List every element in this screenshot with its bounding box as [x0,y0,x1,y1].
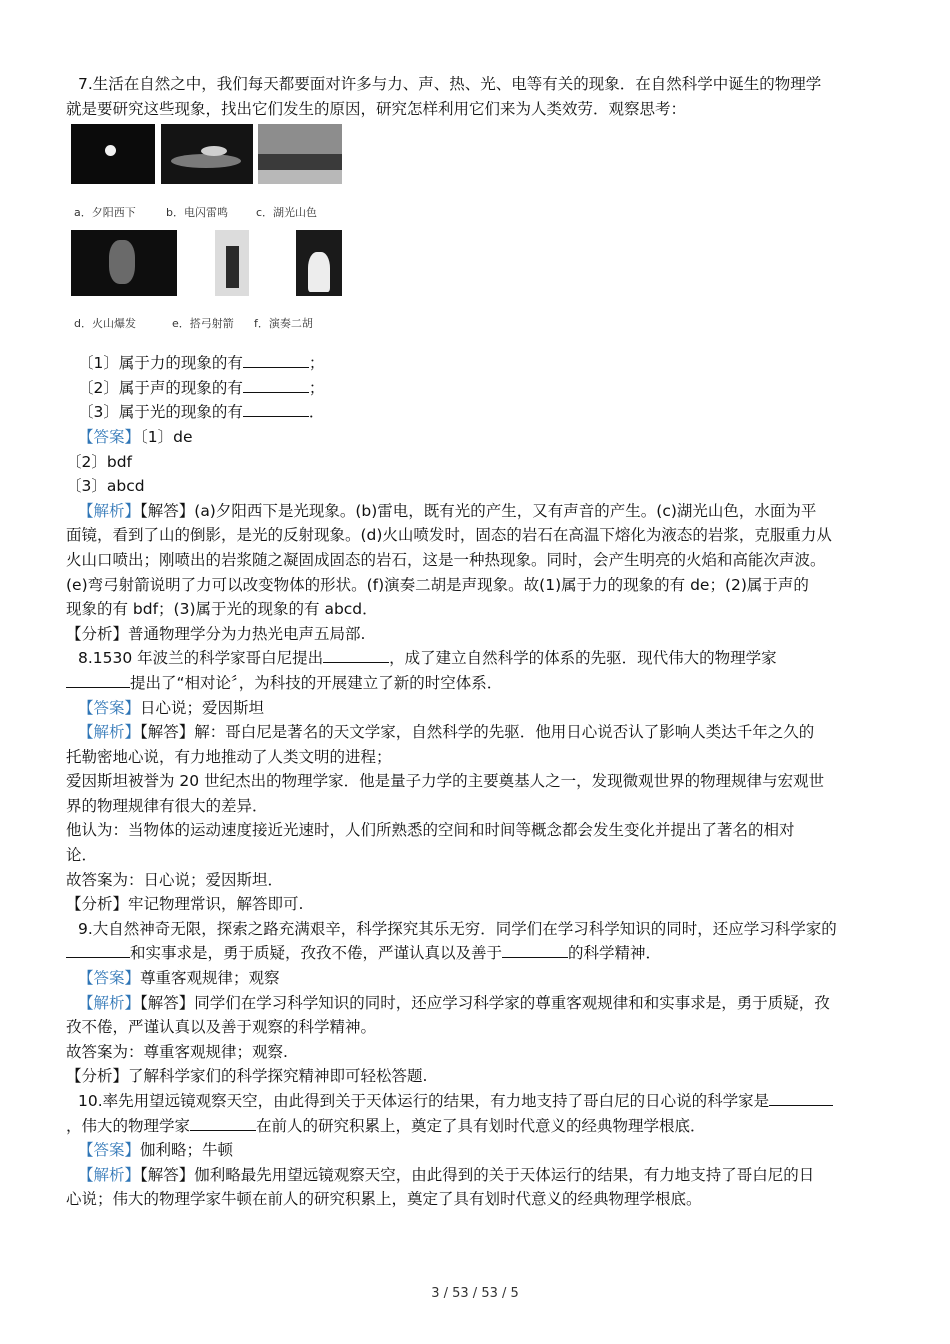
analysis-tag: 【解析】 [78,993,141,1012]
answer-tag: 【答案】 [78,698,141,717]
caption-d: d．火山爆发 [74,317,136,331]
q7-answer-3: 〔3〕abcd [66,477,145,496]
analysis-tag: 【解析】 [78,501,141,520]
answer-tag: 【答案】 [78,427,141,446]
q7-analysis-3: 火山口喷出；刚喷出的岩浆随之凝固成固态的岩石，这是一种热现象。同时，会产生明亮的火焰和高能次声波。 [66,550,826,569]
volcano-photo [71,230,177,296]
blank [502,942,568,958]
q7-photo-figure [68,124,348,346]
q8-analysis: 【解析】【解答】解：哥白尼是著名的天文学家，自然科学的先驱．他用日心说否认了影响人类达千年之久的 [78,723,815,742]
blank [243,401,309,417]
q7-analysis-2: 面镜，看到了山的倒影，是光的反射现象。(d)火山喷发时，固态的岩石在高温下熔化为液态的岩浆，克服重力从 [66,526,832,545]
caption-c: c．湖光山色 [256,206,318,220]
blank [66,942,130,958]
archery-photo [215,230,249,296]
q10-analysis: 【解析】【解答】伽利略最先用望远镜观察天空，由此得到的关于天体运行的结果，有力地支持了哥白尼的日 [78,1165,815,1184]
q9-analysis-3: 故答案为：尊重客观规律；观察. [66,1042,288,1061]
analysis-tag: 【解析】 [78,723,141,742]
q9-analysis: 【解析】【解答】同学们在学习科学知识的同时，还应学习科学家的尊重客观规律和和实事求是，勇于质疑，孜 [78,993,830,1012]
page-content [66,72,884,1212]
q7-analysis-4: (e)弯弓射箭说明了力可以改变物体的形状。(f)演奏二胡是声现象。故(1)属于力的现象的有 de；(2)属于声的 [66,575,809,594]
q7-answer: 【答案】〔1〕de [78,427,193,446]
blank [66,672,130,688]
q10-answer: 【答案】伽利略；牛顿 [78,1141,234,1160]
q7-stem-line1: 7.生活在自然之中，我们每天都要面对许多与力、声、热、光、电等有关的现象．在自然科学中诞生的物理学 [78,75,822,93]
erhu-photo [296,230,342,296]
q8-analysis-4: 界的物理规律有很大的差异． [66,796,268,815]
q8-stem-line1: 8.1530 年波兰的科学家哥白尼提出 ，成了建立自然科学的体系的先驱．现代伟大的物理学家 [78,649,777,668]
q7-answer-2: 〔2〕bdf [66,452,132,471]
blank [243,352,309,368]
q7-stem-line2: 就是要研究这些现象，找出它们发生的原因，研究怎样利用它们来为人类效劳．观察思考： [66,99,687,118]
q8-stem-line2: 提出了“相对论〞，为科技的开展建立了新的时空体系． [66,671,884,696]
lightning-photo [161,124,253,184]
q7-analysis-5: 现象的有 bdf；(3)属于光的现象的有 abcd． [66,600,378,619]
q10-stem-line1: 10.率先用望远镜观察天空，由此得到关于天体运行的结果，有力地支持了哥白尼的日心说的科学家是 [66,1089,884,1114]
q7-fenxi: 【分析】普通物理学分为力热光电声五局部. [66,624,366,643]
q7-sub3: 〔3〕属于光的现象的有 ． [78,403,325,422]
q10-analysis-2: 心说；伟大的物理学家牛顿在前人的研究积累上，奠定了具有划时代意义的经典物理学根底。 [66,1190,702,1209]
q8-fenxi: 【分析】牢记物理常识，解答即可. [66,895,304,914]
lake-photo [258,124,342,184]
q8-analysis-6: 论． [66,846,98,865]
page-number: 3 / 53 / 53 / 5 [431,1286,519,1301]
sunset-photo [71,124,155,184]
blank [323,647,389,663]
answer-tag: 【答案】 [78,1141,141,1160]
q8-analysis-7: 故答案为：日心说；爱因斯坦． [66,870,284,889]
blank [190,1115,256,1131]
q8-analysis-3: 爱因斯坦被誉为 20 世纪杰出的物理学家．他是量子力学的主要奠基人之一，发现微观世界的物理规律与宏观世 [66,772,825,791]
q9-stem-line2: 和实事求是，勇于质疑，孜孜不倦，严谨认真以及善于 的科学精神． [66,941,884,966]
q7-analysis: 【解析】【解答】(a)夕阳西下是光现象。(b)雷电，既有光的产生，又有声音的产生。(c)湖光山色，水面为平 [78,501,817,520]
q8-analysis-2: 托勒密地心说，有力地推动了人类文明的进程； [66,747,392,766]
q9-fenxi: 【分析】了解科学家们的科学探究精神即可轻松答题. [66,1067,428,1086]
analysis-tag: 【解析】 [78,1165,141,1184]
q7-sub1: 〔1〕属于力的现象的有 ； [78,354,325,373]
q8-analysis-5: 他认为：当物体的运动速度接近光速时，人们所熟悉的空间和时间等概念都会发生变化并提出了著名的相对 [66,821,795,840]
blank [769,1090,833,1106]
q9-answer: 【答案】尊重客观规律；观察 [78,969,280,988]
q9-analysis-2: 孜不倦，严谨认真以及善于观察的科学精神。 [66,1018,377,1037]
q10-stem-line2: ，伟大的物理学家 在前人的研究积累上，奠定了具有划时代意义的经典物理学根底． [66,1116,706,1135]
caption-b: b．电闪雷鸣 [166,206,228,220]
caption-e: e．搭弓射箭 [172,317,234,331]
caption-a: a．夕阳西下 [74,206,136,220]
q7-sub2: 〔2〕属于声的现象的有 ； [78,378,325,397]
blank [243,377,309,393]
q9-stem-line1: 9.大自然神奇无限，探索之路充满艰辛，科学探究其乐无穷．同学们在学习科学知识的同时，还应学习科学家的 [78,919,837,938]
answer-tag: 【答案】 [78,969,141,988]
caption-f: f．演奏二胡 [254,317,313,331]
q8-answer: 【答案】日心说；爱因斯坦 [78,698,265,717]
